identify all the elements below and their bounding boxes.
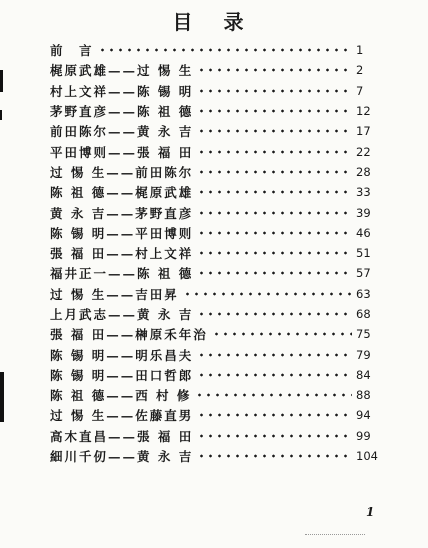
dot-leader [197, 312, 352, 316]
dot-leader [197, 211, 352, 215]
toc-entry [50, 365, 380, 385]
toc-entry-title: 黄 永 吉——茅野直彦 [50, 205, 194, 221]
toc-entry [50, 162, 380, 182]
dot-leader [197, 170, 352, 174]
dot-leader [197, 231, 352, 235]
dot-leader [195, 393, 352, 397]
scan-edge-mark [0, 372, 4, 422]
dot-leader [197, 190, 352, 194]
table-of-contents [50, 40, 380, 466]
dot-leader [197, 68, 352, 72]
toc-entry-title: 上月武志——黄 永 吉 [50, 307, 194, 322]
toc-entry [50, 263, 380, 283]
toc-entry-page: 7 [356, 83, 364, 98]
toc-entry-title: 福井正一——陈 祖 德 [50, 266, 194, 282]
toc-entry [50, 284, 380, 304]
toc-entry-page: 104 [356, 449, 378, 464]
toc-entry-page: 94 [356, 408, 371, 423]
toc-entry-title: 前田陈尔——黄 永 吉 [50, 124, 194, 140]
toc-entry-page: 75 [356, 327, 371, 342]
dot-leader [98, 48, 352, 52]
toc-entry-title: 陈 锡 明——田口哲郎 [50, 367, 194, 383]
toc-entry-title: 陈 祖 德——梶原武雄 [50, 185, 194, 201]
toc-entry-page: 84 [356, 367, 371, 382]
toc-entry-title: 陈 锡 明——平田博则 [50, 225, 194, 241]
dot-leader [197, 129, 352, 133]
toc-entry-title: 过 惕 生——前田陈尔 [50, 164, 194, 180]
toc-entry [50, 60, 380, 80]
dot-leader [197, 434, 352, 438]
bleed-through-mark [305, 534, 365, 536]
toc-entry-title: 陈 锡 明——明乐昌夫 [50, 347, 194, 363]
dot-leader [197, 353, 352, 357]
toc-entry-page: 88 [356, 388, 371, 403]
toc-entry [50, 182, 380, 202]
toc-entry-page: 68 [356, 307, 371, 321]
dot-leader [183, 292, 352, 296]
toc-entry-page: 12 [356, 104, 371, 119]
toc-entry-page: 79 [356, 347, 371, 362]
toc-entry-page: 46 [356, 225, 371, 240]
toc-entry [50, 121, 380, 141]
toc-entry-page: 28 [356, 164, 371, 179]
dot-leader [212, 332, 352, 336]
toc-entry-page: 1 [356, 43, 364, 58]
toc-entry [50, 40, 380, 60]
toc-entry-title: 陈 祖 德——西 村 修 [50, 388, 192, 404]
dot-leader [197, 413, 352, 417]
dot-leader [197, 454, 352, 458]
dot-leader [197, 150, 352, 154]
toc-entry-page: 2 [356, 63, 364, 78]
toc-entry-title: 过 惕 生——佐藤直男 [50, 408, 194, 424]
toc-entry-title: 平田博则——張 福 田 [50, 144, 194, 160]
toc-entry-title: 細川千仞——黄 永 吉 [50, 449, 194, 465]
page-title: 目 录 [172, 10, 256, 34]
dot-leader [197, 89, 352, 93]
toc-entry [50, 202, 380, 222]
toc-entry-title: 前 言 [50, 43, 94, 59]
toc-entry [50, 344, 380, 364]
dot-leader [197, 271, 352, 275]
toc-entry [50, 141, 380, 161]
toc-entry [50, 426, 380, 446]
toc-entry-page: 51 [356, 246, 371, 261]
page-number: 1 [366, 505, 375, 519]
toc-entry [50, 243, 380, 263]
toc-entry-title: 梶原武雄——过 惕 生 [50, 63, 194, 79]
toc-entry-title: 茅野直彦——陈 祖 德 [50, 104, 194, 120]
toc-entry [50, 385, 380, 405]
toc-entry-page: 17 [356, 124, 371, 139]
dot-leader [197, 373, 352, 377]
toc-entry [50, 81, 380, 101]
toc-entry-page: 63 [356, 286, 371, 301]
toc-entry [50, 223, 380, 243]
toc-entry-page: 22 [356, 144, 371, 159]
toc-entry [50, 446, 380, 466]
toc-entry-title: 过 惕 生——吉田昇 [50, 286, 179, 302]
toc-entry-page: 33 [356, 185, 371, 200]
toc-entry-title: 張 福 田——村上文祥 [50, 246, 194, 262]
toc-entry-title: 張 福 田——榊原禾年治 [50, 327, 208, 343]
toc-entry [50, 324, 380, 344]
dot-leader [197, 251, 352, 255]
toc-entry-page: 39 [356, 205, 371, 220]
toc-entry-page: 57 [356, 266, 371, 281]
scan-edge-mark [0, 70, 3, 92]
toc-entry [50, 101, 380, 121]
scan-edge-mark [0, 110, 2, 120]
toc-entry-title: 村上文祥——陈 锡 明 [50, 83, 194, 99]
toc-entry [50, 304, 380, 324]
dot-leader [197, 109, 352, 113]
toc-entry-page: 99 [356, 428, 371, 443]
toc-entry-title: 高木直昌——張 福 田 [50, 428, 194, 444]
toc-entry [50, 405, 380, 425]
